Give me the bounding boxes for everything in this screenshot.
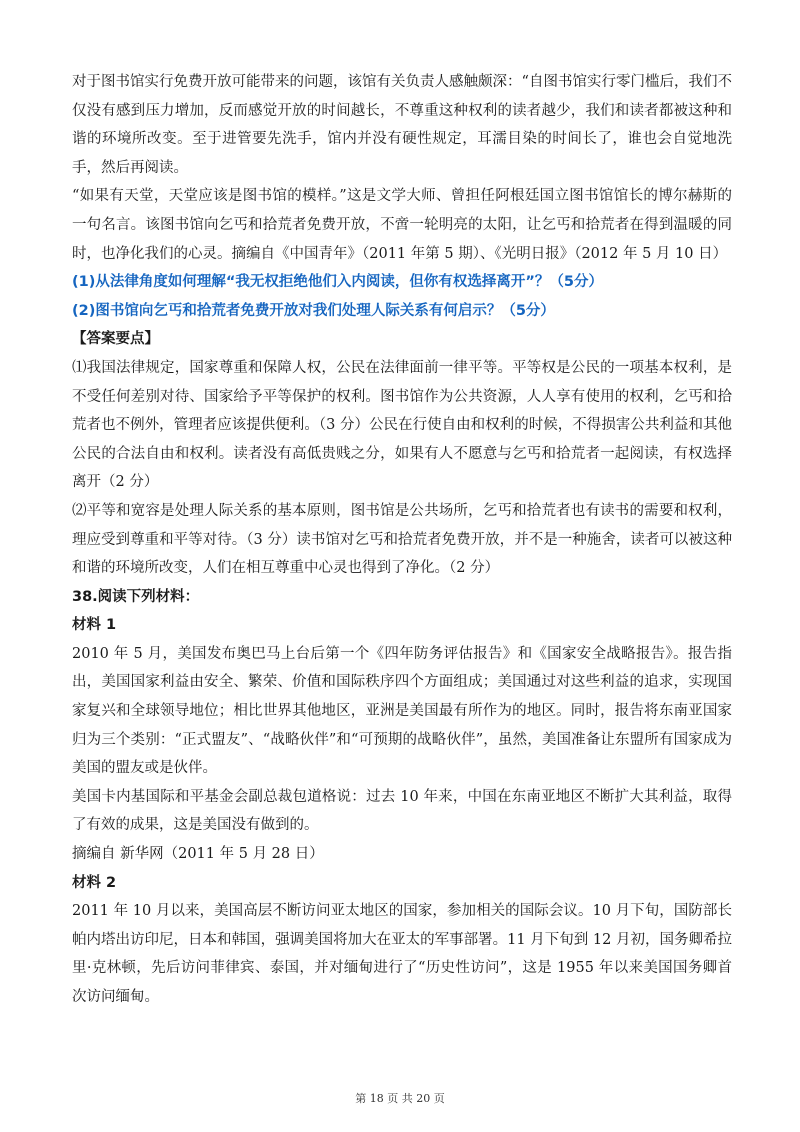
answer-1: ⑴我国法律规定，国家尊重和保障人权，公民在法律面前一律平等。平等权是公民的一项基本权利，是不受任何差别对待、国家给予平等保护的权利。图书馆作为公共资源，人人享有使用的权利，乞丐和拾荒者也不例外，管理者应该提供便利。（3 分）公民在行使自由和权利的时候，不得损害公共利益和其他公民的合法自由和权利。读者没有高低贵贱之分，如果有人不愿意与乞丐和拾荒者一起阅读，有权选择离开（2 分） — [72, 359, 732, 491]
question-2: (2)图书馆向乞丐和拾荒者免费开放对我们处理人际关系有何启示？（5分） — [72, 302, 555, 319]
material-1-source: 摘编自 新华网（2011 年 5 月 28 日） — [72, 846, 324, 863]
answer-2: ⑵平等和宽容是处理人际关系的基本原则，图书馆是公共场所，乞丐和拾荒者也有读书的需要和权利，理应受到尊重和平等对待。（3 分）读书馆对乞丐和拾荒者免费开放，并不是一种施舍，读者可以被这种和谐的环境所改变，人们在相互尊重中心灵也得到了净化。（2 分） — [72, 502, 732, 577]
paragraph-library-response: 对于图书馆实行免费开放可能带来的问题，该馆有关负责人感触颇深：“自图书馆实行零门槛后，我们不仅没有感到压力增加，反而感觉开放的时间越长，不尊重这种权利的读者越少，我们和读者都被这种和谐的环境所改变。至于进管要先洗手，馆内并没有硬性规定，耳濡目染的时间长了，谁也会自觉地洗手，然后再阅读。 — [72, 74, 732, 176]
material-1-paragraph: 美国卡内基国际和平基金会副总裁包道格说：过去 10 年来，中国在东南亚地区不断扩大其利益，取得了有效的成果，这是美国没有做到的。 — [72, 788, 732, 834]
paragraph-borges-quote: “如果有天堂，天堂应该是图书馆的模样。”这是文学大师、曾担任阿根廷国立图书馆馆长的博尔赫斯的一句名言。该图书馆向乞丐和拾荒者免费开放，不啻一轮明亮的太阳，让乞丐和拾荒者在得到温暖的同时，也净化我们的心灵。摘编自《中国青年》（2011 年第 5 期）、《光明日报》（2012 年 5 月 10 日） — [72, 188, 732, 262]
answer-heading: 【答案要点】 — [72, 331, 159, 348]
question-1: (1)从法律角度如何理解“我无权拒绝他们入内阅读，但你有权选择离开”？（5分） — [72, 274, 603, 291]
material-1-heading: 材料 1 — [72, 617, 117, 634]
material-1-paragraph: 2010 年 5 月，美国发布奥巴马上台后第一个《四年防务评估报告》和《国家安全战略报告》。报告指出，美国国家利益由安全、繁荣、价值和国际秩序四个方面组成；美国通过对这些利益的追求，实现国家复兴和全球领导地位；相比世界其他地区，亚洲是美国最有所作为的地区。同时，报告将东南亚国家归为三个类别：“正式盟友”、“战略伙伴”和“可预期的战略伙伴”，虽然，美国准备让东盟所有国家成为美国的盟友或是伙伴。 — [72, 645, 732, 777]
document-body — [72, 68, 732, 1012]
page-footer: 第 18 页 共 20 页 — [355, 1092, 445, 1105]
section-38-heading: 38.阅读下列材料： — [72, 588, 200, 605]
material-2-paragraph: 2011 年 10 月以来，美国高层不断访问亚太地区的国家，参加相关的国际会议。10 月下旬，国防部长帕内塔出访印尼，日本和韩国，强调美国将加大在亚太的军事部署。11 月下旬到 12 月初，国务卿希拉里·克林顿，先后访问菲律宾、泰国，并对缅甸进行了“历史性访问”，这是 1955 年以来美国国务卿首次访问缅甸。 — [72, 903, 732, 1005]
material-2-heading: 材料 2 — [72, 874, 117, 891]
